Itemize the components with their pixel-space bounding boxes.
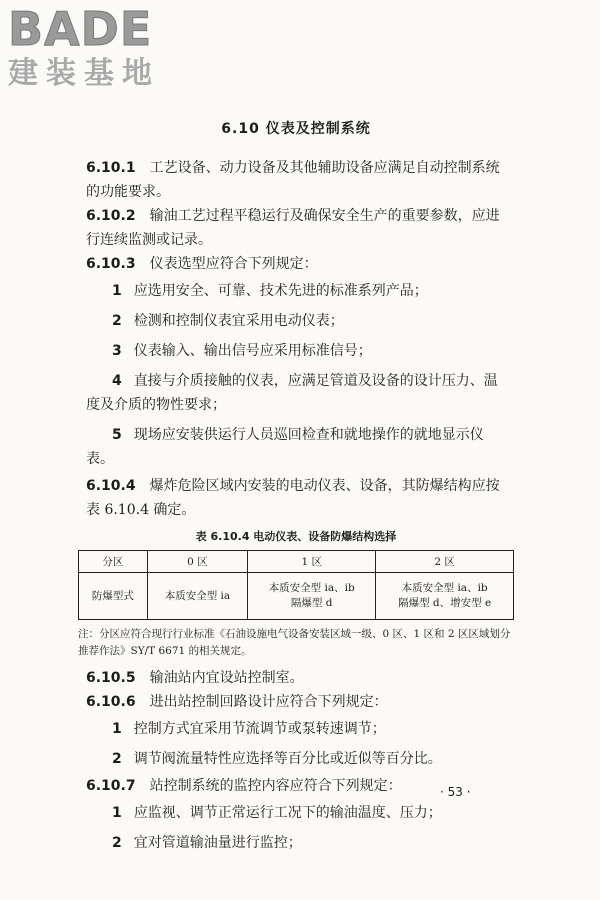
clause-text: 仪表选型应符合下列规定： bbox=[149, 256, 318, 272]
section-title: 6.10 仪表及控制系统 bbox=[221, 121, 371, 137]
item-number: 1 bbox=[112, 805, 122, 821]
logo-wordmark: BADE bbox=[8, 2, 153, 56]
clause-6-10-3 bbox=[86, 252, 506, 276]
clause-number: 6.10.4 bbox=[86, 478, 136, 494]
item-number: 3 bbox=[112, 343, 122, 359]
list-item bbox=[86, 336, 506, 366]
item-text: 检测和控制仪表宜采用电动仪表； bbox=[133, 313, 344, 329]
clause-6-10-4 bbox=[86, 474, 506, 522]
clause-text: 工艺设备、动力设备及其他辅助设备应满足自动控制系统的功能要求。 bbox=[86, 160, 500, 200]
list-item bbox=[86, 798, 506, 828]
clause-text: 输油站内宜设站控制室。 bbox=[149, 670, 304, 686]
list-item bbox=[86, 366, 506, 420]
list-item bbox=[86, 714, 506, 744]
item-text: 应监视、调节正常运行工况下的输油温度、压力； bbox=[133, 805, 442, 821]
item-text: 宜对管道输油量进行监控； bbox=[133, 835, 302, 851]
item-number: 2 bbox=[112, 313, 122, 329]
cell-line: 本质安全型 ia、ib bbox=[268, 582, 355, 594]
table-header-row bbox=[79, 551, 514, 573]
clause-number: 6.10.5 bbox=[86, 670, 136, 686]
table-title: 表 6.10.4 电动仪表、设备防爆结构选择 bbox=[195, 530, 397, 543]
clause-number: 6.10.3 bbox=[86, 256, 136, 272]
cell-line: 本质安全型 ia、ib bbox=[401, 582, 488, 594]
table-header-cell: 0 区 bbox=[147, 551, 247, 573]
clause-6-10-2 bbox=[86, 204, 506, 252]
item-number: 5 bbox=[112, 427, 122, 443]
clause-number: 6.10.7 bbox=[86, 778, 136, 794]
list-item bbox=[86, 420, 506, 474]
item-text: 调节阀流量特性应选择等百分比或近似等百分比。 bbox=[133, 751, 442, 767]
explosion-proof-table bbox=[78, 550, 514, 620]
clause-text: 站控制系统的监控内容应符合下列规定： bbox=[149, 778, 402, 794]
item-text: 现场应安装供运行人员巡回检查和就地操作的就地显示仪表。 bbox=[86, 427, 484, 467]
item-number: 2 bbox=[112, 835, 122, 851]
item-text: 应选用安全、可靠、技术先进的标准系列产品； bbox=[133, 283, 428, 299]
item-text: 仪表输入、输出信号应采用标准信号； bbox=[133, 343, 372, 359]
table-header-cell: 2 区 bbox=[376, 551, 514, 573]
clause-6-10-5 bbox=[86, 666, 506, 690]
cell-line: 隔爆型 d、增安型 e bbox=[398, 597, 492, 609]
item-number: 1 bbox=[112, 283, 122, 299]
clause-text: 爆炸危险区域内安装的电动仪表、设备，其防爆结构应按表 6.10.4 确定。 bbox=[86, 478, 500, 518]
list-item bbox=[86, 276, 506, 306]
item-text: 控制方式宜采用节流调节或泵转速调节； bbox=[133, 721, 386, 737]
table-header-cell: 分区 bbox=[79, 551, 148, 573]
table-cell bbox=[248, 573, 376, 620]
clause-number: 6.10.6 bbox=[86, 694, 136, 710]
logo-subtitle: 建装基地 bbox=[8, 56, 160, 91]
item-number: 4 bbox=[112, 373, 122, 389]
table-note: 注：分区应符合现行行业标准《石油设施电气设备安装区域一级、0 区、1 区和 2 区区域划分推荐作法》SY/T 6671 的相关规定。 bbox=[78, 628, 511, 657]
page-number: · 53 · bbox=[440, 785, 471, 799]
table-row bbox=[79, 573, 514, 620]
list-item bbox=[86, 306, 506, 336]
table-cell bbox=[147, 573, 247, 620]
bade-logo bbox=[8, 4, 178, 92]
clause-text: 进出站控制回路设计应符合下列规定： bbox=[149, 694, 388, 710]
list-item bbox=[86, 744, 506, 774]
item-number: 2 bbox=[112, 751, 122, 767]
cell-line: 本质安全型 ia bbox=[164, 589, 231, 602]
table-cell bbox=[376, 573, 514, 620]
clause-number: 6.10.2 bbox=[86, 208, 136, 224]
table-header-cell: 1 区 bbox=[248, 551, 376, 573]
clause-6-10-1 bbox=[86, 156, 506, 204]
clause-number: 6.10.1 bbox=[86, 160, 136, 176]
cell-line: 隔爆型 d bbox=[290, 597, 333, 609]
clause-text: 输油工艺过程平稳运行及确保安全生产的重要参数，应进行连续监测或记录。 bbox=[86, 208, 500, 248]
document-body bbox=[78, 118, 511, 858]
list-item bbox=[86, 828, 506, 858]
clause-6-10-6 bbox=[86, 690, 506, 714]
table-row-label: 防爆型式 bbox=[79, 573, 148, 620]
item-number: 1 bbox=[112, 721, 122, 737]
item-text: 直接与介质接触的仪表，应满足管道及设备的设计压力、温度及介质的物性要求； bbox=[86, 373, 498, 413]
